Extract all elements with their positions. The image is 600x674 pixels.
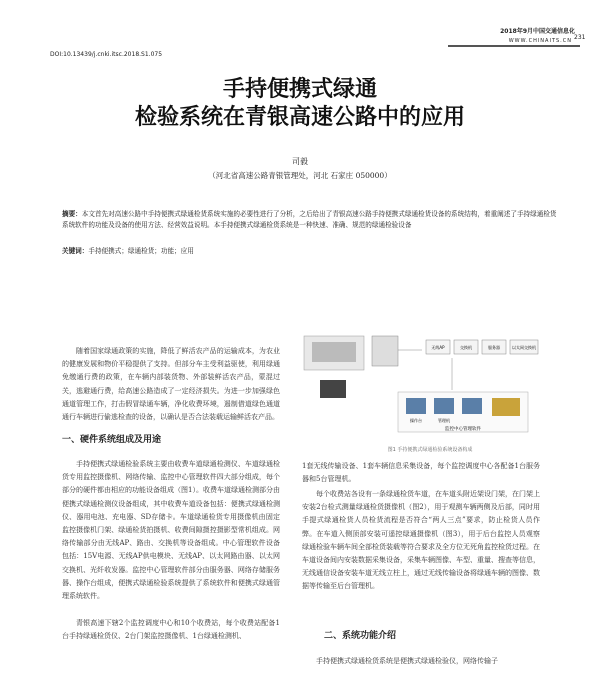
header-rule — [448, 45, 580, 47]
keywords-label: 关键词： — [62, 247, 89, 255]
server-rack — [372, 336, 398, 366]
doi: DOI:10.13439/j.cnki.itsc.2018.S1.075 — [50, 51, 163, 58]
keywords — [62, 245, 562, 255]
box-label-1: 交换机 — [460, 345, 472, 350]
section-1-heading: 一、硬件系统组成及用途 — [62, 435, 162, 445]
title-line-1: 手持便携式绿通 — [222, 77, 377, 102]
intro-paragraph: 随着国家绿通政策的实施，降低了鲜活农产品的运输成本，为农业的健康发展和物价平稳提供了支持。但部分车主受利益驱使，利用绿通免缴通行费的政策，在车辆内部装货物、外部装鲜活农产品，蒙混过关，逃避通行费，给高速公路造成了一定经济损失。为进一步加强绿色通道管理工作，打击假冒绿通车辆，净化收费环境，遏制借道绿色通道通行车辆进行偷逃检查的设备，以确认是否合法装载运输鲜活农产品。 — [62, 347, 280, 422]
system-figure — [302, 330, 542, 440]
box-label-0: 无线AP — [431, 345, 445, 350]
figure-caption: 图1 手持便携式绿通检验系统设备构成 — [387, 447, 473, 453]
right-paragraph-1: 1套无线传输设备、1套车辆信息采集设备，每个监控调度中心各配备1台服务器和5台管理机。 — [302, 462, 540, 484]
affiliation: （河北省高速公路青银管理处，河北 石家庄 050000） — [208, 171, 392, 180]
box-label-2: 服务器 — [488, 345, 500, 350]
workstation-1 — [434, 398, 454, 414]
right-paragraph-2: 每个收费站各设有一条绿通检货车道，在车道头附近架设门架，在门架上安装2台检式测量绿通检货摄像机（图2），用于观测车辆两侧及后部，同时用手提式绿通检货人员检货流程是否符合“两人三点”要求，防止检货人员作弊。在车道入侧顶部安装可遥控绿通摄像机（图3），用于后台监控人员观察绿通检验车辆车间全部检货装载等符合要求及全方位无死角监控检货过程。在车道设备间内安装数据采集设备，采集车辆图像、车型、重量、搜查等信息，无线通信设备安装车道无线立柱上，通过无线传输设备将绿通车辆的图像、数据等传输至后台管理机。 — [302, 490, 540, 591]
journal-header: 2018年9月中国交通信息化 — [500, 28, 575, 35]
abstract-label: 摘要： — [62, 210, 82, 218]
truck-shape — [312, 342, 356, 362]
section-1-paragraph-1: 手持便携式绿通检验系统主要由收费车道绿通检测仪、车道绿通检货专用监控摄像机、网络传输、监控中心管理软件四大部分组成，每个部分的硬件都由相应的功能设备组成（图1）。收费车道绿通检测部分由便携式绿通检测仪设备组成，其中收费车道设备包括：便携式绿通检测仪、器用电池、充电器、SD存储卡。车道绿通检货专用摄像机由固定监控摄像机门架、绿通检货拍摄机、收费间隙摄控摄影型常机组成。网络传输部分由无线AP、路由、交换机等设备组成。中心管理软件设备包括：15V电源、无线AP供电模块、无线AP、以太网路由器、以太网交换机、光纤收发器。监控中心管理软件部分由服务器、网络存储服务器、操作台组成，便携式绿通检验系统提供了系统软件和便携式绿通管理系统软件。 — [62, 460, 280, 601]
section-2-heading: 二、系统功能介绍 — [324, 631, 397, 641]
workstation-2 — [462, 398, 482, 414]
title-line-2: 检验系统在青银高速公路中的应用 — [134, 105, 465, 130]
section-1-paragraph-2: 青银高速下辖2个监控调度中心和10个收费站，每个收费站配备1台手持绿通检货仪、2台门架监控摄像机、1台绿通检测机、 — [62, 619, 280, 641]
abstract — [62, 209, 562, 231]
server-cabinet — [492, 398, 520, 416]
right-paragraph-3: 手持便携式绿通检货系统是便携式绿通检验仪，网络传输子 — [316, 657, 498, 665]
journal-site: WWW.CHINAITS.CN — [508, 38, 572, 44]
page-number: 231 — [574, 34, 586, 41]
workstation-0 — [406, 398, 426, 414]
handheld-device — [320, 380, 346, 398]
center-label: 监控中心管理软件 — [445, 427, 481, 432]
box-label-5: 以太网交换机 — [512, 345, 536, 350]
keywords-text: 手持便携式；绿通检货；功能；应用 — [88, 247, 194, 255]
author: 司毅 — [292, 157, 308, 166]
ws-label-3: 操作台 — [410, 418, 422, 423]
abstract-text: 本文首先对高速公路中手持便携式绿通检货系统实施的必要性进行了分析，之后给出了青银高速公路手持便携式绿通检货设备的系统结构，着重阐述了手持绿通检货系统软件的功能及设备的使用方法、经营效益说明。本手持便携式绿通检货系统是一种快速、准确、规范的绿通检验设备 — [62, 210, 557, 229]
ws-label-4: 管理机 — [438, 418, 450, 423]
